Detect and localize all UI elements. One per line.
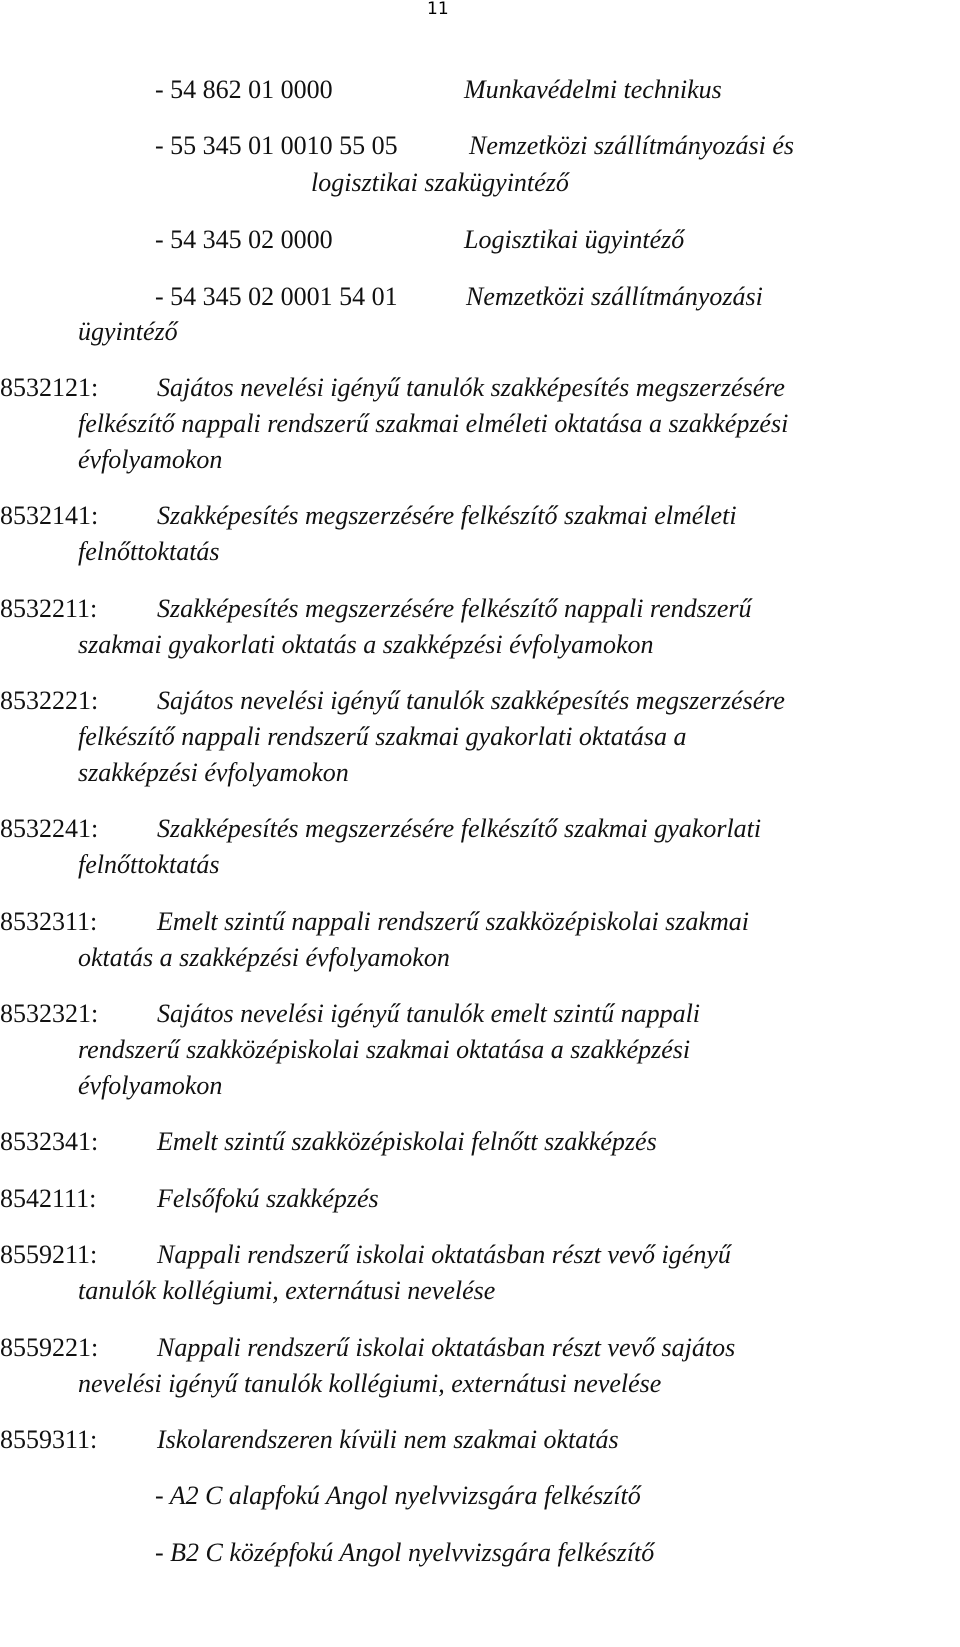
entry-code: 8532121:	[0, 373, 99, 402]
sub-entry-name: Logisztikai ügyintéző	[464, 225, 685, 254]
page-number: 11	[427, 0, 449, 19]
sub-entry-name: Nemzetközi szállítmányozási és	[469, 131, 794, 160]
sub-entry-name: Nemzetközi szállítmányozási	[466, 282, 763, 311]
entry-text: Emelt szintű nappali rendszerű szakközépiskolai szakmai	[157, 907, 749, 936]
entry-code: 8542111:	[0, 1184, 97, 1213]
entry-text: Iskolarendszeren kívüli nem szakmai oktatás	[157, 1425, 619, 1454]
entry-text: Szakképesítés megszerzésére felkészítő nappali rendszerű	[157, 594, 752, 623]
entry-code: 8559221:	[0, 1333, 99, 1362]
sub-entry-name: Munkavédelmi technikus	[464, 75, 722, 104]
sub-entry-name-continuation: ügyintéző	[78, 317, 178, 346]
entry-text-continuation: oktatás a szakképzési évfolyamokon	[78, 943, 450, 972]
entry-text: Sajátos nevelési igényű tanulók szakképesítés megszerzésére	[157, 373, 785, 402]
sub-entry-code: - 55 345 01 0010 55 05	[155, 131, 398, 160]
entry-text: Nappali rendszerű iskolai oktatásban részt vevő igényű	[157, 1240, 731, 1269]
entry-text: Nappali rendszerű iskolai oktatásban részt vevő sajátos	[157, 1333, 736, 1362]
entry-text-continuation: szakképzési évfolyamokon	[78, 758, 349, 787]
entry-text-continuation: nevelési igényű tanulók kollégiumi, externátusi nevelése	[78, 1369, 662, 1398]
sub-entry-text: - A2 C alapfokú Angol nyelvvizsgára felkészítő	[155, 1481, 641, 1510]
entry-text: Felsőfokú szakképzés	[157, 1184, 379, 1213]
entry-code: 8532241:	[0, 814, 99, 843]
entry-text: Szakképesítés megszerzésére felkészítő szakmai elméleti	[157, 501, 737, 530]
entry-text: Sajátos nevelési igényű tanulók szakképesítés megszerzésére	[157, 686, 785, 715]
entry-text: Sajátos nevelési igényű tanulók emelt szintű nappali	[157, 999, 701, 1028]
entry-text: Szakképesítés megszerzésére felkészítő szakmai gyakorlati	[157, 814, 762, 843]
entry-code: 8532341:	[0, 1127, 99, 1156]
entry-text: Emelt szintű szakközépiskolai felnőtt szakképzés	[157, 1127, 657, 1156]
entry-code: 8532221:	[0, 686, 99, 715]
entry-text-continuation: évfolyamokon	[78, 1071, 223, 1100]
entry-code: 8559311:	[0, 1425, 98, 1454]
sub-entry-text: - B2 C középfokú Angol nyelvvizsgára felkészítő	[155, 1538, 655, 1567]
entry-code: 8532311:	[0, 907, 98, 936]
entry-text-continuation: felkészítő nappali rendszerű szakmai gyakorlati oktatása a	[78, 722, 687, 751]
entry-text-continuation: évfolyamokon	[78, 445, 223, 474]
entry-text-continuation: felnőttoktatás	[78, 850, 220, 879]
sub-entry-code: - 54 862 01 0000	[155, 75, 333, 104]
sub-entry-code: - 54 345 02 0000	[155, 225, 333, 254]
entry-text-continuation: felkészítő nappali rendszerű szakmai elméleti oktatása a szakképzési	[78, 409, 789, 438]
entry-code: 8532321:	[0, 999, 99, 1028]
sub-entry-name-continuation: logisztikai szakügyintéző	[311, 168, 569, 197]
entry-code: 8532211:	[0, 594, 98, 623]
entry-code: 8559211:	[0, 1240, 98, 1269]
entry-code: 8532141:	[0, 501, 99, 530]
entry-text-continuation: felnőttoktatás	[78, 537, 220, 566]
entry-text-continuation: tanulók kollégiumi, externátusi nevelése	[78, 1276, 496, 1305]
entry-text-continuation: rendszerű szakközépiskolai szakmai oktatása a szakképzési	[78, 1035, 691, 1064]
entry-text-continuation: szakmai gyakorlati oktatás a szakképzési évfolyamokon	[78, 630, 654, 659]
sub-entry-code: - 54 345 02 0001 54 01	[155, 282, 398, 311]
